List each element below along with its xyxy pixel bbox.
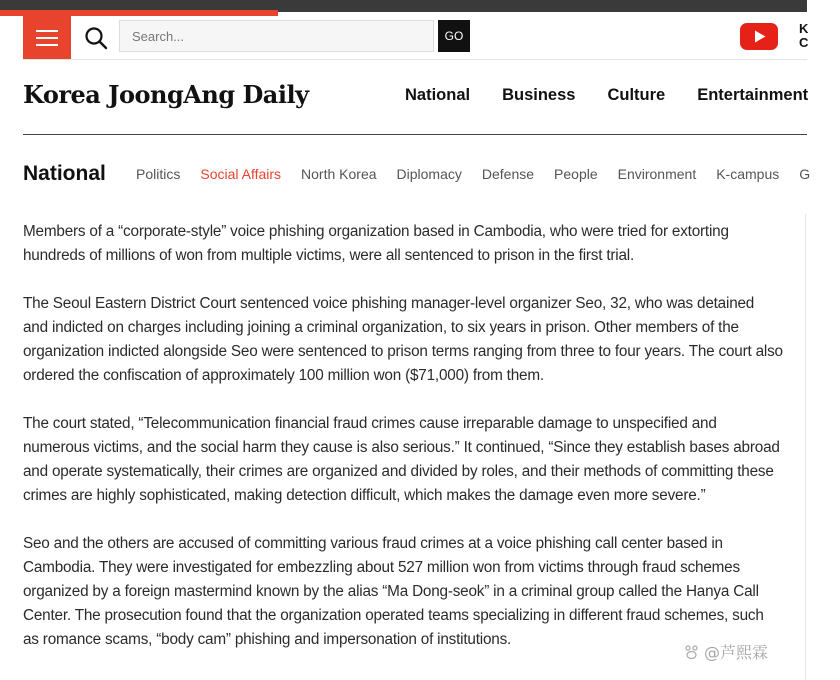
- site-header: [0, 16, 807, 60]
- nav-divider: [23, 134, 807, 135]
- subnav-north-korea[interactable]: North Korea: [301, 166, 377, 182]
- section-title[interactable]: National: [23, 162, 106, 185]
- main-nav-culture[interactable]: Culture: [607, 86, 666, 104]
- language-switch-cut[interactable]: K C: [799, 21, 809, 50]
- article-paragraph: Seo and the others are accused of committing various fraud crimes at a voice phishing call center based in Cambodia. They were investigated for embezzling about 527 million won from victims through fraud schemes organized by a foreign mastermind known by the alias “Ma Dong-seok” in a criminal group called the Hanya Call Center. The prosecution found that the organization operated teams specializing in different fraud schemes, such as romance scams, “body cam” phishing and impersonation of institutions.: [23, 535, 764, 648]
- paw-icon: [683, 643, 701, 661]
- subnav-people[interactable]: People: [554, 166, 598, 182]
- youtube-icon[interactable]: [740, 23, 778, 50]
- subnav-environment[interactable]: Environment: [617, 166, 697, 182]
- watermark: [683, 640, 768, 663]
- main-nav-business[interactable]: Business: [502, 86, 576, 104]
- hamburger-icon: [36, 44, 58, 46]
- search-go-button[interactable]: GO: [438, 20, 470, 52]
- main-nav: [405, 86, 840, 105]
- subnav-politics[interactable]: Politics: [136, 166, 181, 182]
- search-input[interactable]: [119, 20, 434, 52]
- subnav-defense[interactable]: Defense: [481, 166, 535, 182]
- main-nav-entertainment[interactable]: Entertainment: [697, 86, 809, 104]
- sidebar-rule: [805, 214, 806, 680]
- subnav-diplomacy[interactable]: Diplomacy: [396, 166, 462, 182]
- hamburger-icon: [36, 37, 58, 39]
- watermark-text: @芦熙霖: [704, 643, 769, 662]
- hamburger-icon: [36, 30, 58, 32]
- article-paragraph: The Seoul Eastern District Court sentenced voice phishing manager-level organizer Seo, 32, who was detained and indicted on charges including joining a criminal organization, to six years in prison. Other members of the organization indicted alongside Seo were sentenced to prison terms ranging from three to four years. The court also ordered the confiscation of approximately 100 million won ($71,000) from them.: [23, 295, 783, 384]
- subnav-k-campus[interactable]: K-campus: [716, 166, 780, 182]
- subnav-social-affairs[interactable]: Social Affairs: [200, 166, 282, 182]
- search-icon[interactable]: [84, 26, 108, 50]
- site-logo[interactable]: Korea JoongAng Daily: [23, 80, 309, 109]
- hamburger-menu-button[interactable]: [23, 16, 71, 60]
- subnav-cut[interactable]: G: [799, 166, 811, 182]
- article-paragraph: Members of a “corporate-style” voice phishing organization based in Cambodia, who were tried for extorting hundreds of millions of won from multiple victims, were all sentenced to prison in the first trial.: [23, 223, 729, 264]
- article-body: [23, 220, 783, 676]
- header-divider: [23, 59, 807, 60]
- section-subnav: [136, 166, 830, 182]
- main-nav-national[interactable]: National: [405, 86, 471, 104]
- article-paragraph: The court stated, “Telecommunication financial fraud crimes cause irreparable damage to unspecified and numerous victims, and the social harm they cause is also serious.” It continued, “Since they establish bases abroad and operate systematically, their crimes are organized and divided by roles, and their methods of committing these crimes are highly sophisticated, making detection difficult, which makes the damage even more severe.”: [23, 415, 780, 504]
